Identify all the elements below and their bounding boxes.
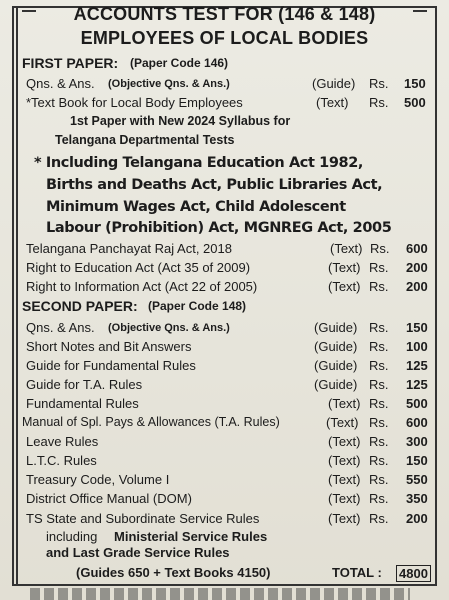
border-line	[16, 6, 18, 586]
total-label: TOTAL :	[332, 565, 382, 580]
total-value: 4800	[396, 565, 431, 582]
title-line-2: EMPLOYEES OF LOCAL BODIES	[80, 28, 369, 48]
title-line-1: ACCOUNTS TEST FOR (146 & 148)	[73, 4, 376, 24]
summary-text: (Guides 650 + Text Books 4150)	[76, 565, 271, 580]
next-page-edge	[30, 588, 410, 600]
